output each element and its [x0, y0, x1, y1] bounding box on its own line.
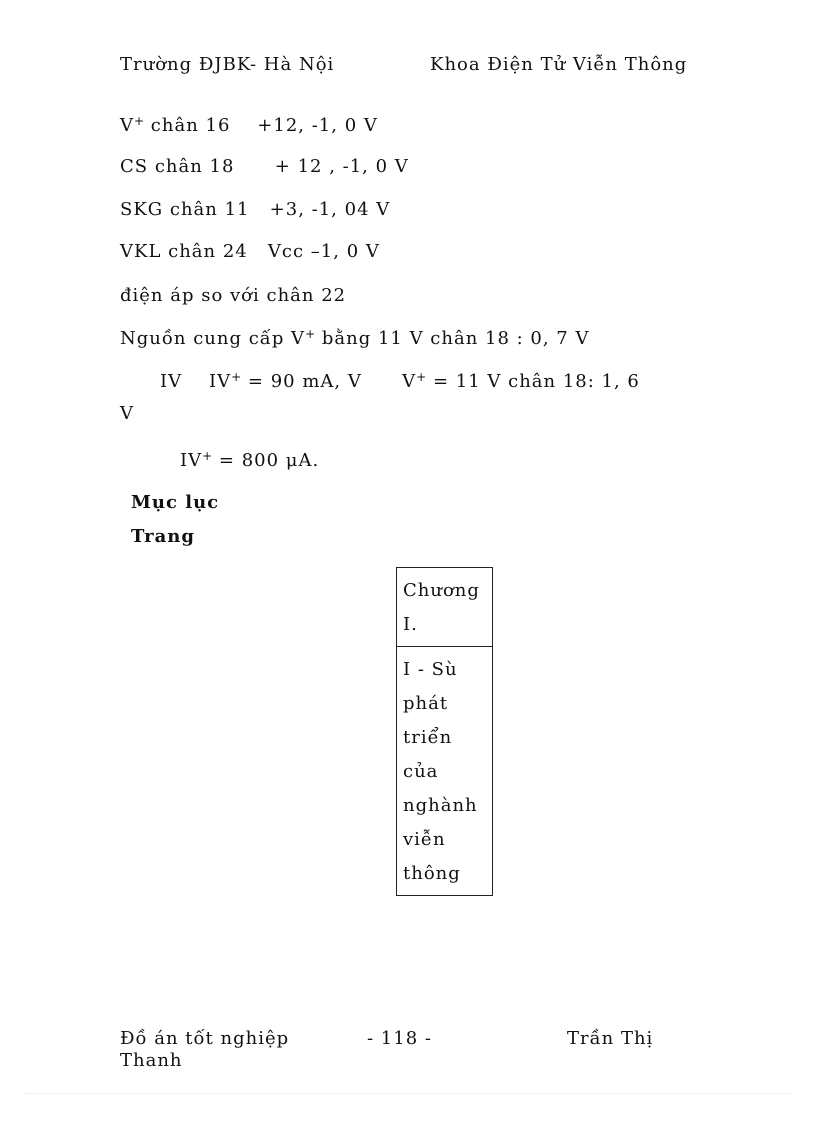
toc-cell-2-line: thông: [403, 863, 461, 884]
line-6-sup: +: [305, 327, 316, 341]
footer-right: Trần Thị: [567, 1028, 654, 1049]
line-9-sup: +: [202, 449, 213, 463]
line-2: CS chân 18 + 12 , -1, 0 V: [120, 156, 409, 177]
toc-cell-section: [397, 646, 492, 895]
toc-cell-1-line: I.: [403, 614, 418, 635]
toc-table: [396, 567, 493, 896]
footer-left-1: Đồ án tốt nghiệp: [120, 1028, 290, 1049]
toc-cell-2-line: triển: [403, 727, 453, 748]
line-7-sup2: +: [416, 370, 427, 384]
toc-cell-2-line: phát: [403, 693, 449, 714]
line-7-c: = 11 V chân 18: 1, 6: [426, 371, 640, 392]
line-7: [160, 370, 640, 392]
line-9-b: = 800 μA.: [212, 450, 320, 471]
toc-cell-2-line: I - Sù: [403, 659, 458, 680]
toc-cell-2-line: viễn: [403, 829, 446, 850]
line-6-b: bằng 11 V chân 18 : 0, 7 V: [315, 328, 590, 349]
line-9: [180, 449, 319, 471]
toc-title: Mục lục: [131, 492, 220, 513]
footer-left-2: Thanh: [120, 1050, 183, 1071]
toc-cell-1-line: Chương: [403, 580, 480, 601]
line-5: điện áp so với chân 22: [120, 285, 347, 306]
line-8: V: [120, 403, 134, 424]
line-4: VKL chân 24 Vcc –1, 0 V: [120, 241, 380, 262]
line-1-a: V: [120, 115, 134, 136]
line-1-sup: +: [134, 114, 145, 128]
line-1-b: chân 16 +12, -1, 0 V: [144, 115, 378, 136]
header-left: Trường ĐJBK- Hà Nội: [120, 54, 335, 75]
page-bottom-divider: [24, 1093, 792, 1094]
toc-page-label: Trang: [131, 526, 195, 547]
line-6: [120, 327, 589, 349]
line-1: [120, 114, 378, 136]
line-3: SKG chân 11 +3, -1, 04 V: [120, 199, 391, 220]
footer-page-number: - 118 -: [367, 1028, 432, 1049]
header-right: Khoa Điện Tử Viễn Thông: [430, 54, 688, 75]
line-9-a: IV: [180, 450, 203, 471]
line-7-b: = 90 mA, V V: [241, 371, 417, 392]
line-7-a: IV IV: [160, 371, 232, 392]
toc-cell-2-line: nghành: [403, 795, 478, 816]
toc-cell-chapter: [397, 568, 492, 646]
line-6-a: Nguồn cung cấp V: [120, 328, 306, 349]
line-7-sup1: +: [231, 370, 242, 384]
toc-cell-2-line: của: [403, 761, 439, 782]
